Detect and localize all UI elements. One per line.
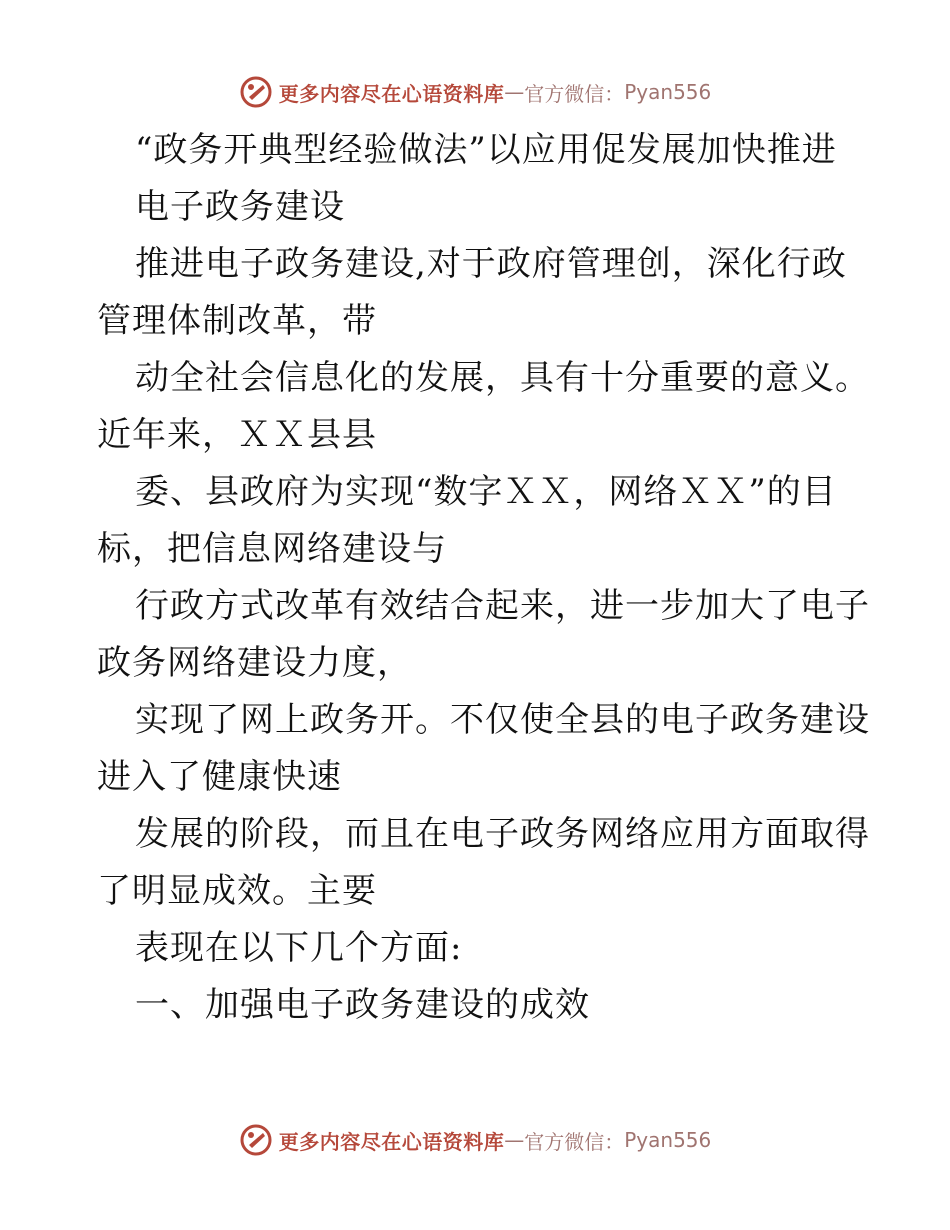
text-line: 管理体制改革，带 xyxy=(97,301,377,341)
seal-logo-icon xyxy=(239,75,273,109)
text-line: 委、县政府为实现“数字ＸＸ，网络ＸＸ”的目 xyxy=(135,472,837,512)
banner-wechat-id: Pyan556 xyxy=(624,80,712,104)
seal-logo-icon xyxy=(239,1123,273,1157)
text-line: “政务开典型经验做法”以应用促发展加快推进 xyxy=(135,130,837,170)
text-line: 动全社会信息化的发展，具有十分重要的意义。 xyxy=(135,358,870,398)
text-line: 行政方式改革有效结合起来，进一步加大了电子 xyxy=(135,586,870,626)
text-line: 实现了网上政务开。不仅使全县的电子政务建设 xyxy=(135,700,870,740)
banner-main-text: 更多内容尽在心语资料库 xyxy=(278,81,505,106)
document-body xyxy=(97,122,870,1034)
text-line: 推进电子政务建设,对于政府管理创，深化行政 xyxy=(135,244,847,284)
footer-banner xyxy=(0,1118,950,1162)
text-line: 了明显成效。主要 xyxy=(97,871,377,911)
banner-separator: — xyxy=(504,80,525,104)
text-line: 政务网络建设力度， xyxy=(97,643,412,683)
text-line: 近年来，ＸＸ县县 xyxy=(97,415,377,455)
text-line: 进入了健康快速 xyxy=(97,757,342,797)
text-line: 电子政务建设 xyxy=(135,187,345,227)
banner-separator: — xyxy=(504,1128,525,1152)
banner-label: 官方微信： xyxy=(524,81,625,106)
banner-wechat-id: Pyan556 xyxy=(624,1128,712,1152)
header-banner xyxy=(0,70,950,114)
banner-label: 官方微信： xyxy=(524,1129,625,1154)
text-line: 标，把信息网络建设与 xyxy=(97,529,447,569)
text-line: 表现在以下几个方面: xyxy=(135,928,463,968)
banner-main-text: 更多内容尽在心语资料库 xyxy=(278,1129,505,1154)
text-line: 一、加强电子政务建设的成效 xyxy=(135,985,590,1025)
text-line: 发展的阶段，而且在电子政务网络应用方面取得 xyxy=(135,814,870,854)
